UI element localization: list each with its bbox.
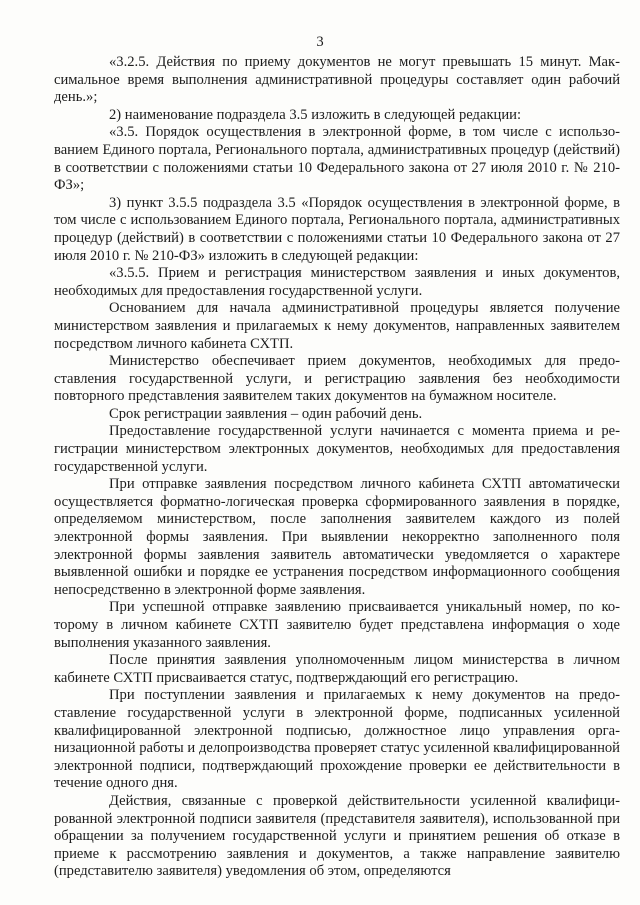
paragraph: «3.5.5. Прием и регистрация министерством заявления и иных документов, необходимых для предоставления государственной услуги.	[54, 265, 620, 299]
page-number: 3	[316, 34, 324, 50]
paragraph: При поступлении заявления и прилагаемых к нему документов на предоставление государственной услуги в электронной форме, подписанных усиленной квалифицированной электронной подписью, должностное лицо управления организационной работы и делопроизводства проверяет статус усиленной квалифицированной электронной подписи, подтверждающий прохождение проверки ее действительности в течение одного дня.	[54, 687, 620, 792]
paragraph: Основанием для начала административной процедуры является получение министерством заявления и прилагаемых к нему документов, направленных заявителем посредством личного кабинета СХТП.	[54, 300, 620, 352]
paragraph: При успешной отправке заявлению присваивается уникальный номер, по которому в личном кабинете СХТП заявителю будет представлена информация о ходе выполнения указанного заявления.	[54, 599, 620, 651]
paragraph: «3.2.5. Действия по приему документов не могут превышать 15 минут. Максимальное время выполнения административной процедуры составляет один рабочий день.»;	[54, 54, 620, 106]
paragraph: Предоставление государственной услуги начинается с момента приема и регистрации министерством электронных документов, необходимых для предоставления государственной услуги.	[54, 423, 620, 475]
document-body	[54, 54, 620, 881]
paragraph: После принятия заявления уполномоченным лицом министерства в личном кабинете СХТП присваивается статус, подтверждающий его регистрацию.	[54, 652, 620, 686]
paragraph: Срок регистрации заявления – один рабочий день.	[109, 405, 423, 422]
paragraph: Министерство обеспечивает прием документов, необходимых для предоставления государственной услуги, и регистрацию заявления без необходимости повторного представления заявителем таких документов на бумажном носителе.	[54, 353, 620, 405]
paragraph: Действия, связанные с проверкой действительности усиленной квалифицированной электронной подписи заявителя (представителя заявителя), использованной при обращении за получением государственной услуги и принятием решения об отказе в приеме к рассмотрению заявления и документов, а также направление заявителю (представителю заявителя) уведомления об этом, определяются	[54, 792, 620, 880]
paragraph: 3) пункт 3.5.5 подраздела 3.5 «Порядок осуществления в электронной форме, в том числе с использованием Единого портала, Регионального портала, административных процедур (действий) в соответствии с положениями статьи 10 Федерального закона от 27 июля 2010 г. № 210-ФЗ» изложить в следующей редакции:	[54, 194, 620, 264]
paragraph: При отправке заявления посредством личного кабинета СХТП автоматически осуществляется форматно-логическая проверка сформированного заявления в порядке, определяемом министерством, после заполнения заявителем каждого из полей электронной формы заявления. При выявлении некорректно заполненного поля электронной формы заявления заявитель автоматически уведомляется о характере выявленной ошибки и порядке ее устранения посредством информационного сообщения непосредственно в электронной форме заявления.	[54, 476, 620, 598]
paragraph: 2) наименование подраздела 3.5 изложить в следующей редакции:	[109, 106, 522, 123]
paragraph: «3.5. Порядок осуществления в электронной форме, в том числе с использованием Единого портала, Регионального портала, административных процедур (действий) в соответствии с положениями статьи 10 Федерального закона от 27 июля 2010 г. № 210-ФЗ»;	[54, 124, 620, 194]
